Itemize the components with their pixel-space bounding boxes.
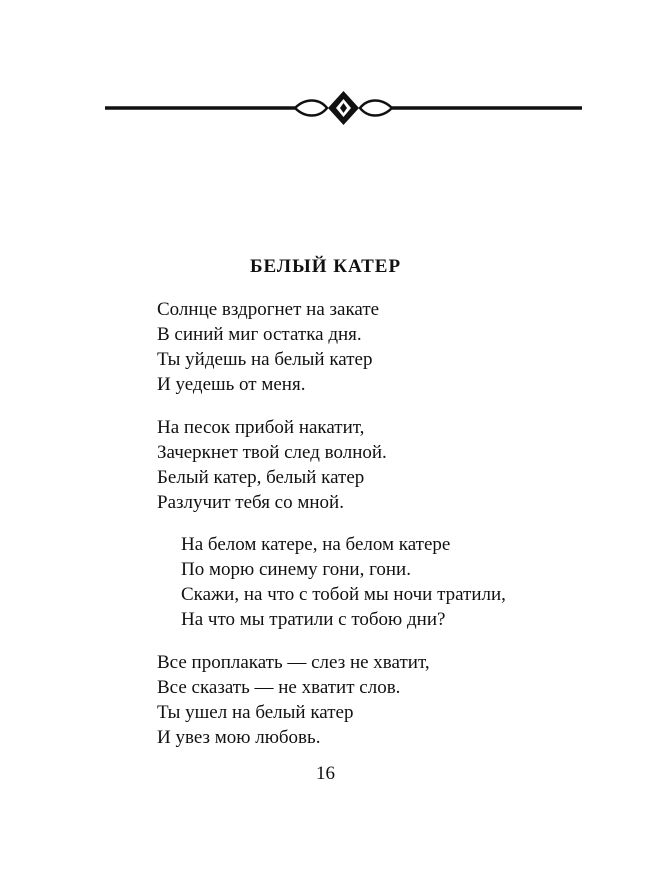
poem-line: На песок прибой накатит, (157, 417, 365, 438)
stanza-3-refrain (181, 532, 506, 632)
poem-line: И уедешь от меня. (157, 374, 306, 395)
diamond-scroll-divider-icon (105, 88, 582, 128)
poem-line: Белый катер, белый катер (157, 467, 365, 488)
poem-line: Разлучит тебя со мной. (157, 492, 344, 513)
page-number: 16 (316, 763, 335, 784)
poem-line: Скажи, на что с тобой мы ночи тратили, (181, 584, 506, 605)
stanza-4 (157, 650, 430, 750)
poem-line: В синий миг остатка дня. (157, 324, 362, 345)
poem-line: На белом катере, на белом катере (181, 534, 451, 555)
poem-line: Все сказать — не хватит слов. (157, 677, 401, 698)
stanza-2 (157, 415, 387, 515)
poem-title: БЕЛЫЙ КАТЕР (249, 256, 402, 277)
poem-line: И увез мою любовь. (157, 727, 321, 748)
poem-line: Ты ушел на белый катер (157, 702, 354, 723)
poem-line: Все проплакать — слез не хватит, (157, 652, 430, 673)
poem-line: На что мы тратили с тобою дни? (181, 609, 446, 630)
poem-line: По морю синему гони, гони. (181, 559, 411, 580)
poem-line: Зачеркнет твой след волной. (157, 442, 387, 463)
stanza-1 (157, 297, 379, 397)
poem-line: Солнце вздрогнет на закате (157, 299, 380, 320)
poem-line: Ты уйдешь на белый катер (157, 349, 373, 370)
